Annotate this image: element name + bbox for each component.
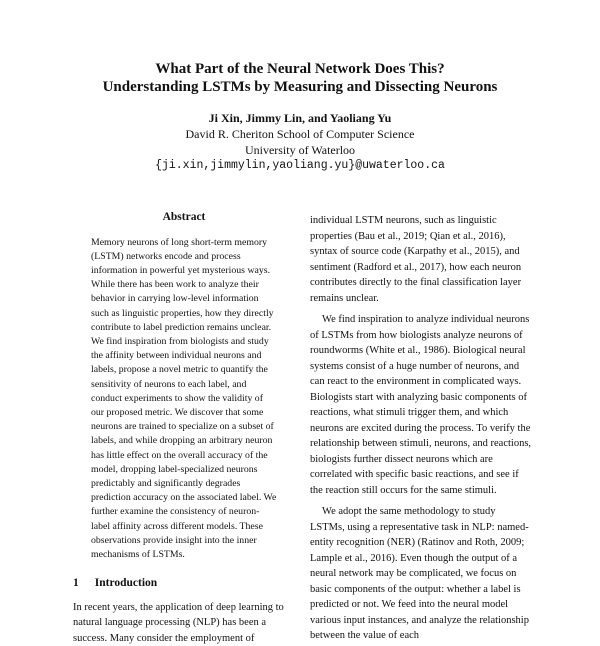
section-number: 1: [73, 577, 79, 590]
author-emails: {ji.xin,jimmylin,yaoliang.yu}@uwaterloo.ca: [155, 159, 445, 172]
abstract-text: Memory neurons of long short-term memory (LSTM) networks encode and process information in powerful yet mysterious ways. While there has been work to analyze their behavior in carrying low-level information such as linguistic properties, how they directly contribute to label prediction remains unclear. We find inspiration from biologists and study the affinity between individual neurons and labels, propose a novel metric to quantify the sensitivity of neurons to each label, and conduct experiments to show the validity of our proposed metric. We discover that some neurons are trained to specialize on a subset of labels, and while dropping an arbitrary neuron has little effect on the overall accuracy of the model, dropping label-specialized neurons predictably and significantly degrades prediction accuracy on the associated label. We further examine the consistency of neuron-label affinity across different models. These observations provide insight into the inner mechanisms of LSTMs.: [91, 236, 277, 560]
paper-authors: Ji Xin, Jimmy Lin, and Yaoliang Yu: [208, 111, 392, 125]
section-title: Introduction: [94, 577, 158, 590]
introduction-heading: [73, 576, 295, 592]
left-column: [73, 210, 295, 646]
affiliation-line-1: David R. Cheriton School of Computer Science: [185, 127, 415, 141]
paper-title-line-2: Understanding LSTMs by Measuring and Dissecting Neurons: [102, 79, 498, 95]
right-paragraph-1: individual LSTM neurons, such as linguistic properties (Bau et al., 2019; Qian et al., 2016), syntax of source code (Karpathy et al., 2015), and sentiment (Radford et al., 2017), how each neuron contributes directly to the final classification layer remains unclear.: [310, 215, 522, 304]
right-paragraph-3: We adopt the same methodology to study LSTMs, using a representative task in NLP: named-entity recognition (NER) (Ratinov and Roth, 2009; Lample et al., 2016). Even though the output of a neural network may be complicated, we focus on basic components of the output: whether a label is predicted or not. We feed into the neural model various input instances, and analyze the relationship between the value of each: [310, 506, 529, 641]
affiliation-line-2: University of Waterloo: [244, 143, 356, 157]
right-paragraph-2: We find inspiration to analyze individual neurons of LSTMs from how biologists analyze neurons of roundworms (White et al., 1986). Biological neural systems consist of a huge number of neurons, and can react to the environment in complicated ways. Biologists start with analyzing basic components of reactions, what stimuli trigger them, and which neurons are excited during the process. To verify the relationship between stimuli, neurons, and reactions, biologists further dissect neurons which are correlated with specific basic reactions, and see if the reaction still occurs for the same stimuli.: [310, 314, 532, 496]
introduction-text: In recent years, the application of deep learning to natural language processing (NLP) has been a success. Many consider the employment of: [73, 601, 284, 644]
title-block: [60, 60, 540, 174]
right-column: [310, 213, 532, 644]
paper-title-line-1: What Part of the Neural Network Does This?: [155, 61, 445, 77]
abstract-heading: Abstract: [162, 211, 206, 223]
